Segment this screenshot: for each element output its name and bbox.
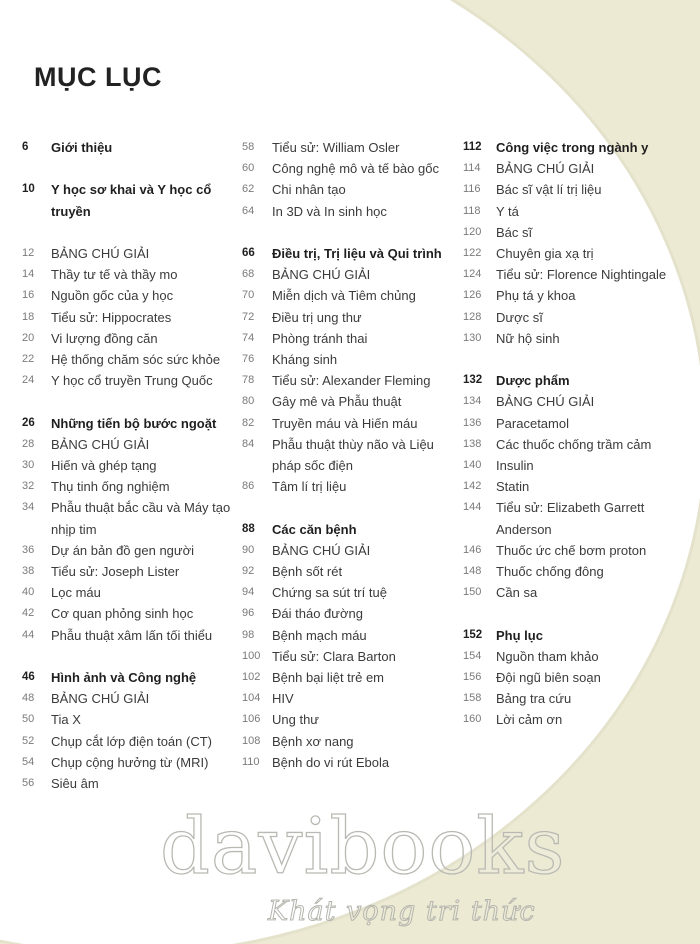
toc-page-number: 96 [242,607,255,620]
toc-entry [22,709,247,730]
toc-entry [463,179,695,200]
toc-page-number: 40 [22,586,35,599]
toc-page-number: 84 [242,437,255,450]
toc-page-number: 82 [242,416,255,429]
toc-entry [22,243,247,264]
watermark-brand: davibooks [160,802,566,892]
toc-page-number: 118 [463,204,481,217]
section-spacer [242,222,462,243]
toc-page-number: 152 [463,628,483,641]
toc-page-number: 30 [22,459,35,471]
toc-entry [463,709,695,730]
toc-entry [242,667,462,688]
toc-entry [22,603,247,624]
toc-entry [22,773,247,794]
toc-entry [463,667,695,688]
toc-page-number: 148 [463,565,482,578]
toc-entry [463,561,695,582]
toc-page-number: 70 [242,289,255,302]
toc-entry [22,476,247,497]
toc-entry-title: Điều trị ung thư [272,309,362,325]
toc-entry-title: Tiểu sử: Clara Barton [272,648,396,664]
toc-entry [463,328,695,349]
toc-page-number: 80 [242,395,255,408]
toc-entry-title: Phụ tá y khoa [496,288,576,304]
toc-entry [242,349,462,370]
toc-entry-title: Dược phẩm [496,373,570,389]
toc-column-3 [463,137,695,731]
toc-entry-title: Bệnh do vi rút Ebola [272,754,390,770]
toc-entry-title: Chuyên gia xạ trị [496,246,594,262]
toc-section-heading [22,179,247,221]
toc-entry-title: Công nghệ mô và tế bào gốc [272,161,439,177]
toc-page-number: 60 [242,162,255,175]
toc-entry [242,391,462,412]
toc-entry [463,201,695,222]
toc-page-number: 90 [242,543,255,556]
toc-entry-title: Thuốc ức chế bơm proton [496,542,647,558]
section-spacer [22,646,247,667]
toc-page-number: 128 [463,310,482,323]
toc-page-number: 132 [463,374,483,387]
toc-entry-title: Nữ hộ sinh [496,330,560,346]
toc-page-number: 78 [242,374,255,387]
toc-entry [242,688,462,709]
toc-entry [22,370,247,391]
toc-page-number: 18 [22,310,35,323]
toc-page-number: 130 [463,331,482,344]
toc-section-heading [242,519,462,540]
toc-entry-title: Những tiến bộ bước ngoặt [51,415,217,431]
toc-entry-title: BẢNG CHÚ GIẢI [51,245,150,261]
toc-entry-title: Phẫu thuật bắc cầu và Máy tạo nhịp tim [51,500,231,537]
toc-entry [463,455,695,476]
toc-entry [242,603,462,624]
toc-page-number: 16 [22,289,35,302]
toc-entry [463,222,695,243]
toc-entry-title: Tiểu sử: Alexander Fleming [272,373,431,389]
toc-entry [242,752,462,773]
toc-entry [22,349,247,370]
toc-entry-title: Hình ảnh và Công nghệ [51,670,197,686]
toc-entry-title: Thuốc chống đông [496,564,604,580]
toc-page-number: 154 [463,649,482,662]
toc-entry-title: Lời cảm ơn [496,712,563,728]
toc-entry-title: Giới thiệu [51,140,113,155]
toc-column-1 [22,137,247,794]
toc-entry [242,285,462,306]
toc-page-number: 124 [463,268,482,281]
toc-entry [22,752,247,773]
toc-entry-title: BẢNG CHÚ GIẢI [51,436,150,452]
toc-page-number: 24 [22,374,35,387]
toc-entry-title: Lọc máu [51,585,101,601]
toc-entry [22,307,247,328]
toc-entry [242,434,462,476]
toc-page-number: 48 [22,692,35,705]
toc-page-number: 58 [242,141,255,153]
toc-entry-title: Y học sơ khai và Y học cổ truyền [51,182,212,219]
toc-entry-title: BẢNG CHÚ GIẢI [272,267,371,283]
toc-page-number: 44 [22,628,35,641]
toc-page-number: 68 [242,268,255,281]
toc-entry-title: Phụ lục [496,627,543,643]
toc-page-number: 46 [22,671,35,684]
toc-entry-title: Chứng sa sút trí tuệ [272,585,387,601]
toc-entry-title: Bệnh bại liệt trẻ em [272,670,385,686]
toc-entry-title: BẢNG CHÚ GIẢI [496,161,595,177]
toc-column-2 [242,137,462,773]
toc-page-number: 106 [242,713,261,726]
toc-entry-title: Công việc trong ngành y [496,140,649,155]
toc-entry [463,158,695,179]
toc-page-number: 62 [242,183,255,196]
toc-entry-title: Thụ tinh ống nghiệm [51,479,170,495]
toc-entry-title: Cần sa [496,585,538,601]
toc-entry-title: BẢNG CHÚ GIẢI [272,542,371,558]
toc-page-number: 54 [22,755,35,768]
toc-page-number: 56 [22,777,35,790]
toc-page-number: 12 [22,246,35,259]
toc-section-heading [463,137,695,158]
toc-page-number: 20 [22,331,35,344]
toc-page-number: 74 [242,331,255,344]
toc-entry [22,264,247,285]
toc-page-number: 120 [463,225,482,238]
toc-entry [242,731,462,752]
toc-page-number: 66 [242,247,255,259]
toc-page-number: 122 [463,247,482,260]
toc-entry [242,307,462,328]
toc-page-number: 10 [22,183,35,196]
toc-entry-title: Tia X [51,712,81,728]
toc-page-number: 22 [22,353,35,365]
toc-entry-title: Statin [496,479,530,495]
toc-page-number: 6 [22,141,29,153]
toc-entry [463,540,695,561]
toc-entry [242,328,462,349]
toc-entry-title: Hệ thống chăm sóc sức khỏe [51,352,221,367]
toc-entry [242,370,462,391]
toc-entry-title: Insulin [496,458,534,474]
toc-page-number: 144 [463,501,482,514]
toc-entry [22,688,247,709]
toc-entry-title: Điều trị, Trị liệu và Qui trình [272,246,442,261]
toc-entry-title: Chi nhân tạo [272,182,346,198]
toc-page-number: 160 [463,713,482,726]
toc-page-number: 64 [242,204,255,217]
toc-page-number: 32 [22,480,35,493]
toc-entry-title: Chụp cộng hưởng từ (MRI) [51,754,209,770]
toc-page-number: 26 [22,416,35,429]
toc-page-number: 114 [463,162,481,175]
section-spacer [22,222,247,243]
toc-entry-title: Bác sĩ [496,224,533,240]
toc-entry-title: Paracetamol [496,415,569,431]
toc-entry [242,137,462,158]
toc-entry [463,413,695,434]
toc-entry-title: Vi lượng đồng căn [51,330,158,346]
toc-page-number: 76 [242,353,255,366]
toc-entry [22,285,247,306]
toc-entry-title: Tiểu sử: Hippocrates [51,309,172,325]
toc-entry-title: BẢNG CHÚ GIẢI [51,691,150,707]
toc-entry-title: Bệnh sốt rét [272,564,343,580]
toc-entry-title: Tâm lí trị liệu [272,479,347,495]
toc-entry [463,307,695,328]
toc-page-number: 126 [463,289,482,302]
toc-page-number: 72 [242,310,255,323]
toc-entry-title: Bảng tra cứu [496,691,572,707]
toc-entry [463,688,695,709]
toc-entry [22,625,247,646]
section-spacer [22,158,247,179]
toc-page-number: 36 [22,543,35,556]
toc-page-number: 102 [242,671,261,684]
toc-entry [22,582,247,603]
toc-entry [22,455,247,476]
toc-section-heading [22,413,247,434]
toc-entry [242,476,462,497]
section-spacer [463,349,695,370]
toc-page-number: 146 [463,543,482,556]
toc-entry [242,561,462,582]
toc-page-number: 42 [22,607,35,620]
toc-entry-title: Ung thư [272,712,320,728]
toc-entry-title: Dược sĩ [496,309,543,325]
toc-entry-title: Tiểu sử: William Osler [272,140,400,155]
toc-page-number: 28 [22,437,35,450]
toc-entry-title: Bệnh xơ nang [272,733,354,749]
toc-entry [22,497,247,539]
watermark-tagline: Khát vọng tri thức [268,896,536,927]
toc-entry [242,709,462,730]
toc-entry-title: Dự án bản đồ gen người [51,542,195,558]
toc-section-heading [463,370,695,391]
toc-entry [463,646,695,667]
toc-section-heading [242,243,462,264]
toc-entry [22,561,247,582]
toc-page-number: 88 [242,522,255,535]
toc-page-number: 156 [463,671,482,684]
toc-page-number: 100 [242,649,261,662]
toc-page-number: 112 [463,141,482,153]
section-spacer [463,603,695,624]
toc-entry-title: Nguồn gốc của y học [51,288,174,304]
toc-entry-title: Tiểu sử: Joseph Lister [51,564,180,580]
toc-entry-title: Các căn bệnh [272,521,357,537]
toc-entry [463,497,695,539]
toc-page-number: 50 [22,713,35,726]
toc-page-number: 38 [22,565,35,578]
toc-entry-title: Phẫu thuật thùy não và Liệu pháp sốc điện [272,436,434,474]
toc-entry-title: Đái tháo đường [272,606,363,622]
section-spacer [242,497,462,518]
toc-entry-title: Truyền máu và Hiến máu [272,415,418,431]
toc-page-number: 94 [242,586,255,599]
toc-entry [463,243,695,264]
toc-page-number: 110 [242,755,260,768]
toc-entry [463,434,695,455]
toc-entry [242,582,462,603]
toc-entry [22,328,247,349]
toc-entry [242,158,462,179]
toc-entry [463,391,695,412]
toc-entry-title: Cơ quan phỏng sinh học [51,606,194,622]
toc-page-number: 150 [463,586,482,599]
toc-page-number: 136 [463,416,482,429]
toc-entry [242,625,462,646]
toc-entry-title: Phẫu thuật xâm lấn tối thiểu [51,627,213,643]
section-spacer [22,391,247,412]
toc-entry [22,540,247,561]
toc-entry [242,201,462,222]
toc-page-number: 86 [242,480,255,493]
toc-section-heading [22,137,247,158]
toc-page-number: 140 [463,459,482,472]
toc-page-number: 142 [463,480,482,493]
toc-entry [242,540,462,561]
toc-entry [463,582,695,603]
toc-page-number: 108 [242,734,261,747]
toc-entry [22,731,247,752]
toc-entry-title: Tiểu sử: Florence Nightingale [496,267,667,283]
toc-entry [242,646,462,667]
toc-entry-title: BẢNG CHÚ GIẢI [496,394,595,410]
toc-entry-title: Gây mê và Phẫu thuật [272,394,402,410]
toc-entry-title: Phòng tránh thai [272,330,368,346]
toc-page-number: 98 [242,628,255,641]
toc-page-number: 116 [463,183,481,196]
page-title: MỤC LỤC [34,62,162,92]
toc-page-number: 52 [22,734,35,747]
toc-page-number: 138 [463,437,482,450]
toc-page-number: 104 [242,692,261,705]
toc-entry-title: Miễn dịch và Tiêm chủng [272,288,416,304]
toc-entry-title: Các thuốc chống trầm cảm [496,436,652,452]
toc-entry-title: HIV [272,691,294,707]
toc-entry-title: In 3D và In sinh học [272,203,387,219]
toc-entry-title: Bệnh mạch máu [272,627,367,643]
toc-page-number: 134 [463,395,482,408]
toc-entry-title: Đội ngũ biên soạn [496,670,601,686]
toc-entry-title: Y học cổ truyền Trung Quốc [51,373,213,389]
toc-entry [242,179,462,200]
toc-entry-title: Siêu âm [51,776,99,792]
toc-entry-title: Y tá [496,203,519,219]
toc-entry-title: Kháng sinh [272,352,338,368]
toc-entry [242,264,462,285]
toc-entry [463,264,695,285]
toc-entry-title: Thầy tư tế và thầy mo [51,267,178,283]
toc-entry-title: Bác sĩ vật lí trị liệu [496,182,602,198]
toc-entry-title: Hiến và ghép tạng [51,458,157,473]
toc-section-heading [22,667,247,688]
toc-entry [463,476,695,497]
toc-page-number: 34 [22,501,35,514]
toc-page-number: 158 [463,692,482,705]
toc-entry [463,285,695,306]
toc-section-heading [463,625,695,646]
toc-entry-title: Nguồn tham khảo [496,648,599,664]
toc-entry-title: Chụp cắt lớp điện toán (CT) [51,733,212,749]
toc-entry [22,434,247,455]
toc-page-number: 92 [242,565,255,578]
toc-page-number: 14 [22,268,35,281]
toc-entry-title: Tiểu sử: Elizabeth Garrett Anderson [496,500,645,537]
toc-entry [242,413,462,434]
